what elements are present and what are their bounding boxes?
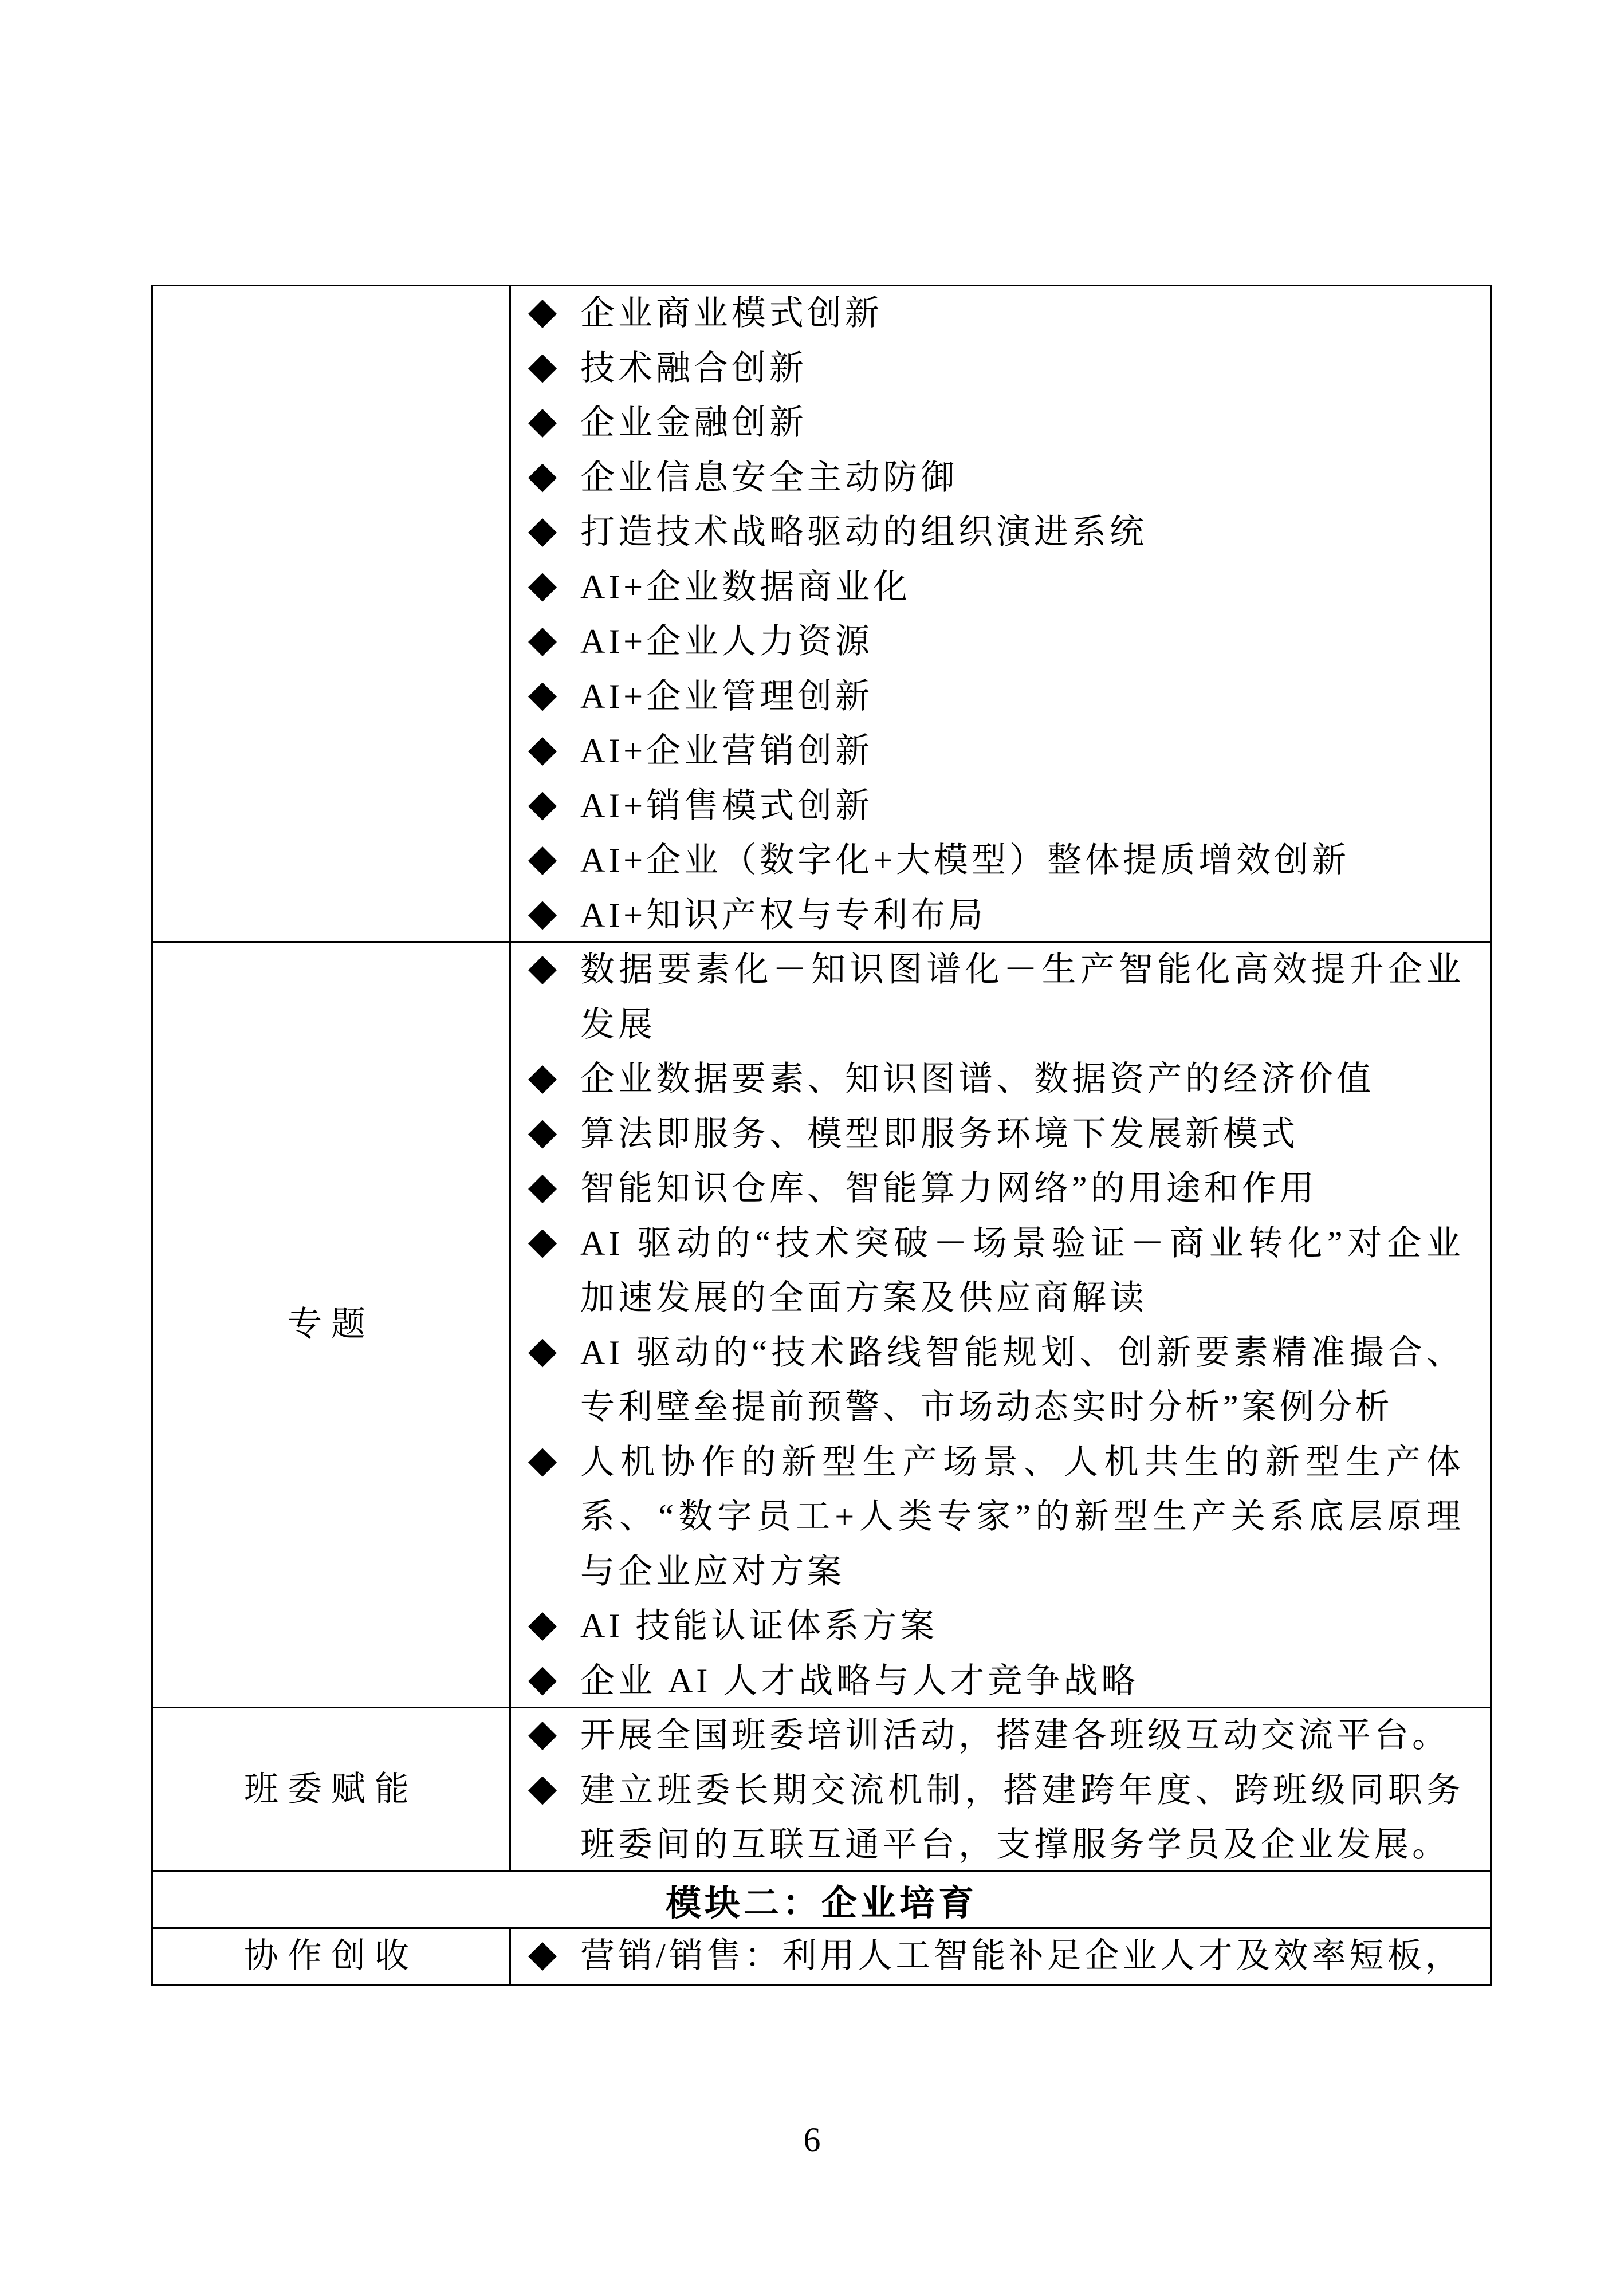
bullet-diamond-icon [528, 1120, 557, 1149]
content-cell [511, 1708, 1490, 1870]
list-item [511, 779, 1464, 834]
bullet-diamond-icon [528, 409, 557, 438]
bullet-diamond-icon [528, 355, 557, 383]
list-item [511, 1326, 1464, 1435]
table-row [153, 1708, 1490, 1872]
bullet-diamond-icon [528, 1448, 557, 1477]
row-label: 协作创收 [244, 1937, 418, 1975]
bullet-text: 企业数据要素、知识图谱、数据资产的经济价值 [580, 1060, 1374, 1098]
bullet-text: 企业商业模式创新 [580, 294, 883, 332]
bullet-text: 人机协作的新型生产场景、人机共生的新型生产体系、“数字员工+人类专家”的新型生产关系底层原理与企业应对方案 [580, 1443, 1464, 1590]
list-item [511, 943, 1464, 1052]
bullet-diamond-icon [528, 737, 557, 766]
list-item [511, 1599, 1464, 1654]
bullet-diamond-icon [528, 1339, 557, 1368]
bullet-text: AI+企业（数字化+大模型）整体提质增效创新 [580, 841, 1350, 879]
bullet-diamond-icon [528, 464, 557, 493]
bullet-text: 打造技术战略驱动的组织演进系统 [580, 513, 1147, 551]
bullet-text: 建立班委长期交流机制，搭建跨年度、跨班级同职务班委间的互联互通平台，支撑服务学员及企业发展。 [580, 1771, 1464, 1864]
list-item [511, 1654, 1464, 1707]
bullet-diamond-icon [528, 1612, 557, 1641]
list-item [511, 341, 1464, 396]
bullet-diamond-icon [528, 573, 557, 602]
bullet-diamond-icon [528, 1230, 557, 1258]
row-label: 班委赋能 [244, 1770, 418, 1808]
list-item [511, 888, 1464, 942]
bullet-text: 企业金融创新 [580, 404, 807, 442]
bullet-diamond-icon [528, 1777, 557, 1805]
list-item [511, 1708, 1464, 1763]
bullet-diamond-icon [528, 1667, 557, 1696]
bullet-text: AI+知识产权与专利布局 [580, 896, 987, 934]
bullet-diamond-icon [528, 846, 557, 875]
list-item [511, 724, 1464, 779]
list-item [511, 1161, 1464, 1216]
bullet-diamond-icon [528, 901, 557, 930]
bullet-text: 技术融合创新 [580, 349, 807, 387]
bullet-diamond-icon [528, 1175, 557, 1203]
content-cell [511, 286, 1490, 941]
list-item [511, 451, 1464, 506]
table-row [153, 943, 1490, 1708]
list-item [511, 1763, 1464, 1871]
bullet-text: AI 驱动的“技术路线智能规划、创新要素精准撮合、专利壁垒提前预警、市场动态实时分析”案例分析 [580, 1333, 1464, 1426]
row-label: 专题 [288, 1305, 375, 1344]
list-item [511, 560, 1464, 615]
course-content-table [151, 285, 1492, 1986]
bullet-diamond-icon [528, 683, 557, 711]
label-cell [153, 1708, 511, 1870]
content-cell [511, 943, 1490, 1707]
list-item [511, 669, 1464, 724]
list-item [511, 396, 1464, 451]
bullet-text: 数据要素化－知识图谱化－生产智能化高效提升企业发展 [580, 951, 1464, 1043]
list-item [511, 615, 1464, 669]
bullet-text: AI+企业管理创新 [580, 677, 874, 715]
table-row [153, 286, 1490, 943]
bullet-diamond-icon [528, 628, 557, 656]
label-cell [153, 286, 511, 941]
bullet-diamond-icon [528, 1722, 557, 1750]
page-number: 6 [803, 2121, 821, 2159]
table-row [153, 1929, 1490, 1984]
bullet-text: 企业信息安全主动防御 [580, 458, 958, 497]
list-item [511, 1435, 1464, 1600]
bullet-diamond-icon [528, 300, 557, 328]
bullet-diamond-icon [528, 792, 557, 821]
bullet-text: AI+销售模式创新 [580, 786, 874, 825]
list-item [511, 286, 1464, 341]
list-item [511, 1216, 1464, 1326]
list-item [511, 1107, 1464, 1162]
label-cell [153, 943, 511, 1707]
bullet-diamond-icon [528, 1942, 557, 1971]
section-header-row [153, 1872, 1490, 1929]
bullet-text: AI+企业人力资源 [580, 623, 874, 660]
bullet-diamond-icon [528, 1065, 557, 1094]
list-item [511, 505, 1464, 560]
bullet-text: AI 技能认证体系方案 [580, 1607, 938, 1645]
content-cell [511, 1929, 1490, 1984]
bullet-text: AI 驱动的“技术突破－场景验证－商业转化”对企业加速发展的全面方案及供应商解读 [580, 1224, 1464, 1317]
section-title: 模块二：企业培育 [665, 1884, 977, 1923]
list-item [511, 1929, 1464, 1984]
bullet-text: 开展全国班委培训活动，搭建各班级互动交流平台。 [580, 1716, 1450, 1754]
bullet-text: 营销/销售：利用人工智能补足企业人才及效率短板， [580, 1937, 1463, 1975]
list-item [511, 833, 1464, 888]
bullet-text: 智能知识仓库、智能算力网络”的用途和作用 [580, 1169, 1318, 1207]
list-item [511, 1052, 1464, 1107]
bullet-diamond-icon [528, 518, 557, 547]
label-cell [153, 1929, 511, 1984]
bullet-text: 算法即服务、模型即服务环境下发展新模式 [580, 1114, 1299, 1153]
bullet-text: 企业 AI 人才战略与人才竞争战略 [580, 1661, 1139, 1700]
bullet-text: AI+企业数据商业化 [580, 568, 911, 606]
bullet-text: AI+企业营销创新 [580, 732, 874, 770]
bullet-diamond-icon [528, 956, 557, 984]
